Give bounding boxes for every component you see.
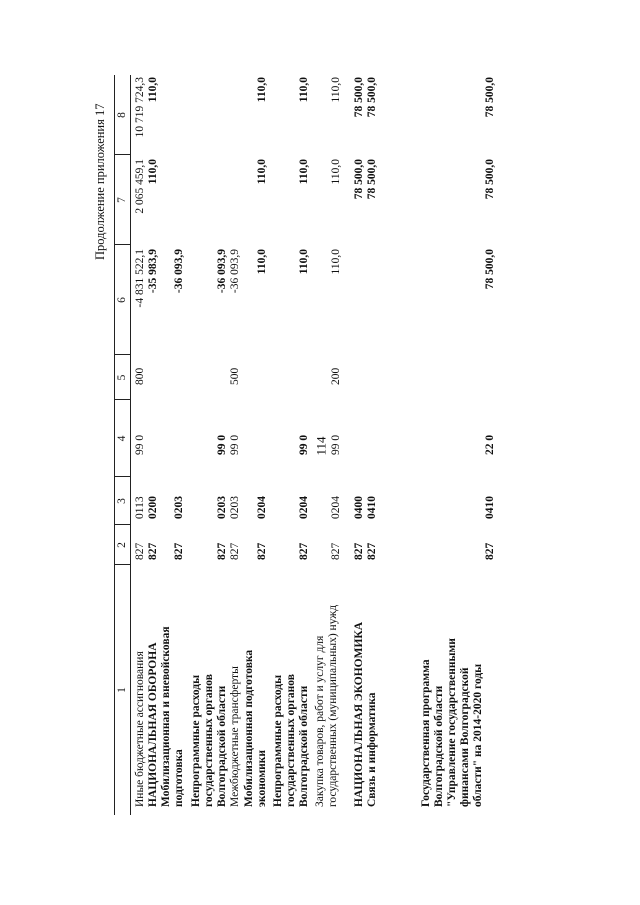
rotated-table-page — [90, 75, 420, 815]
row-col3: 0203 — [216, 496, 228, 519]
row-col3: 0203 — [173, 496, 185, 519]
row-col3: 0204 — [330, 496, 342, 519]
row-col5: 200 — [330, 367, 342, 385]
row-col8: 10 719 724,3 — [134, 77, 146, 138]
row-col4: 99 0 — [216, 434, 228, 455]
row-col7: 110,0 — [330, 159, 342, 185]
row-col7: 2 065 459,1 — [134, 159, 146, 214]
row-col3: 0200 — [147, 496, 159, 519]
row-col6: 110,0 — [330, 249, 342, 275]
row-name: НАЦИОНАЛЬНАЯ ОБОРОНА — [147, 642, 159, 807]
row-col4: 99 0 — [330, 434, 342, 455]
row-col7: 78 500,0 — [484, 159, 496, 200]
row-col4: 22 0 — [484, 434, 496, 455]
row-col4: 99 0 — [134, 434, 146, 455]
header-bottom-border — [130, 75, 131, 815]
row-name: Непрограммные расходы государственных органов Волгоградской области — [272, 674, 310, 807]
row-col7: 110,0 — [147, 159, 159, 185]
row-col6: 78 500,0 — [484, 249, 496, 290]
row-name: Межбюджетные трансферты — [229, 666, 241, 807]
row-col3: 0113 — [134, 496, 146, 519]
row-name: Связь и информатика — [366, 692, 378, 807]
row-col2: 827 — [147, 542, 159, 560]
row-col8: 110,0 — [256, 77, 268, 103]
row-col6: -35 983,9 — [147, 249, 159, 294]
row-col2: 827 — [484, 542, 496, 560]
row-col4: 99 0 — [298, 434, 310, 455]
page-number: 114 — [313, 436, 329, 456]
row-col6: 110,0 — [256, 249, 268, 275]
row-col2: 827 — [173, 542, 185, 560]
row-col8: 110,0 — [147, 77, 159, 103]
row-col8: 110,0 — [330, 77, 342, 103]
header-col-5: 5 — [116, 374, 128, 381]
row-col2: 827 — [366, 542, 378, 560]
header-col-3: 3 — [116, 498, 128, 504]
row-col4: 99 0 — [229, 434, 241, 455]
row-col2: 827 — [216, 542, 228, 560]
row-col5: 500 — [229, 367, 241, 385]
row-col7: 110,0 — [298, 159, 310, 185]
row-col7: 78 500,0 — [366, 159, 378, 200]
row-name: Мобилизационная подготовка экономики — [243, 649, 268, 807]
row-col8: 110,0 — [298, 77, 310, 103]
row-col8: 78 500,0 — [353, 77, 365, 118]
row-col2: 827 — [134, 542, 146, 560]
row-col6: -36 093,9 — [216, 249, 228, 294]
row-col3: 0204 — [256, 496, 268, 519]
row-col2: 827 — [298, 542, 310, 560]
header-col-8: 8 — [116, 112, 128, 118]
row-name: Мобилизационная и вневойсковая подготовка — [160, 626, 185, 807]
row-col2: 827 — [353, 542, 365, 560]
rotated-table-last-row — [420, 75, 540, 815]
row-col3: 0410 — [366, 496, 378, 519]
continuation-title: Продолжение приложения 17 — [93, 103, 107, 260]
row-name: НАЦИОНАЛЬНАЯ ЭКОНОМИКА — [353, 621, 365, 807]
row-name: Государственная программа Волгоградской области "Управление государственными финансами Волгоградской области" на 2014-2020 годы — [420, 638, 484, 807]
header-col-6: 6 — [116, 297, 128, 303]
header-col-2: 2 — [116, 542, 128, 548]
row-col2: 827 — [330, 542, 342, 560]
header-col-1: 1 — [116, 687, 128, 693]
row-col3: 0203 — [229, 496, 241, 519]
row-col3: 0204 — [298, 496, 310, 519]
row-col7: 78 500,0 — [353, 159, 365, 200]
row-col2: 827 — [256, 542, 268, 560]
row-name: Закупка товаров, работ и услуг для государственных (муниципальных) нужд — [314, 604, 339, 807]
header-col-4: 4 — [116, 435, 128, 442]
row-col8: 78 500,0 — [484, 77, 496, 118]
row-col6: -36 093,9 — [229, 249, 241, 294]
row-col3: 0410 — [484, 496, 496, 519]
row-col7: 110,0 — [256, 159, 268, 185]
row-col2: 827 — [229, 542, 241, 560]
table-top-border — [114, 75, 115, 815]
row-col8: 78 500,0 — [366, 77, 378, 118]
header-col-7: 7 — [116, 197, 128, 203]
row-col3: 0400 — [353, 496, 365, 519]
row-col6: -4 831 522,1 — [134, 249, 146, 308]
row-col6: -36 093,9 — [173, 249, 185, 294]
row-col6: 110,0 — [298, 249, 310, 275]
row-name: Непрограммные расходы государственных органов Волгоградской области — [190, 674, 228, 807]
row-col5: 800 — [134, 367, 146, 385]
row-name: Иные бюджетные ассигнования — [134, 651, 146, 807]
